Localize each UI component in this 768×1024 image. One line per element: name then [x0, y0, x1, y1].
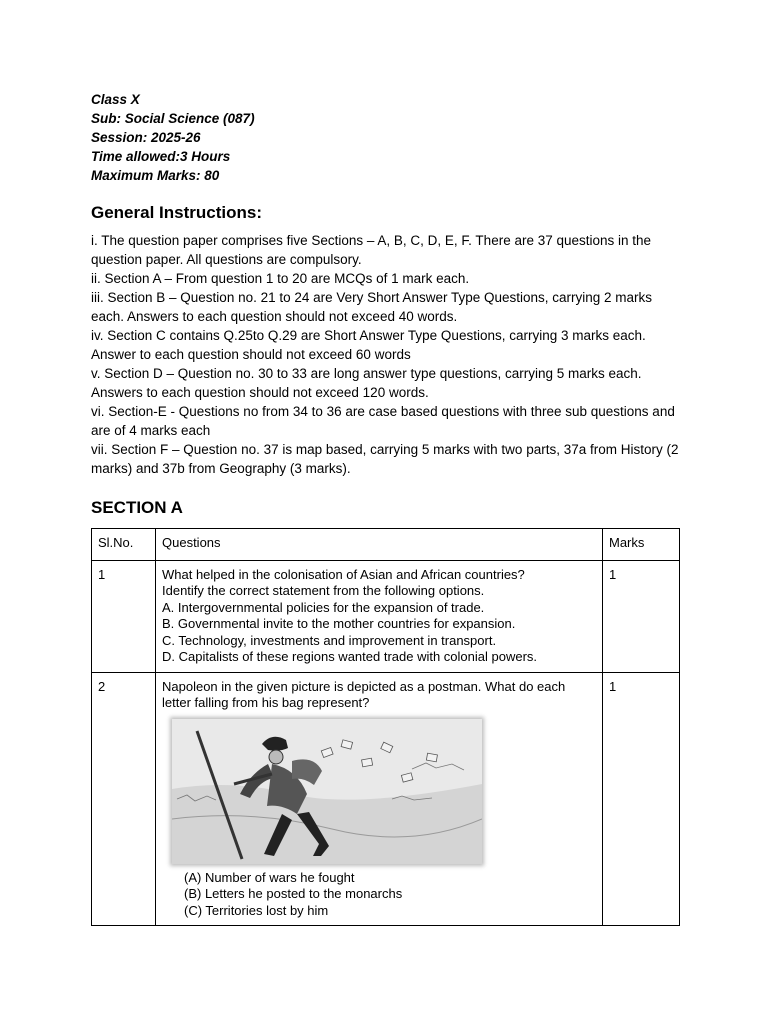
questions-table: [91, 528, 680, 926]
column-header-slno: Sl.No.: [92, 529, 156, 561]
session-label: Session: 2025-26: [91, 130, 201, 145]
answer-option: A. Intergovernmental policies for the expansion of trade.: [162, 599, 485, 615]
question-marks: 1: [603, 672, 680, 926]
answer-option: (C) Territories lost by him: [184, 902, 329, 918]
napoleon-postman-image: [172, 719, 482, 864]
column-header-questions: Questions: [156, 529, 603, 561]
question-text: Napoleon in the given picture is depicted as a postman. What do each letter falling from his bag represent?: [162, 678, 566, 710]
table-row: [92, 672, 680, 926]
instruction-item: i. The question paper comprises five Sections – A, B, C, D, E, F. There are 37 questions in the question paper. All questions are compulsory.: [91, 233, 652, 267]
answer-option: (B) Letters he posted to the monarchs: [184, 886, 403, 901]
question-text: What helped in the colonisation of Asian and African countries?: [162, 566, 525, 582]
instruction-item: iii. Section B – Question no. 21 to 24 are Very Short Answer Type Questions, carrying 2 marks each. Answers to each question should not exceed 40 words.: [91, 290, 653, 324]
max-marks-label: Maximum Marks: 80: [91, 168, 220, 183]
question-number: 1: [92, 560, 156, 672]
question-cell: [156, 560, 603, 672]
answer-option: D. Capitalists of these regions wanted trade with colonial powers.: [162, 649, 538, 664]
instruction-item: ii. Section A – From question 1 to 20 are MCQs of 1 mark each.: [91, 271, 470, 286]
class-label: Class X: [91, 92, 140, 107]
general-instructions-title: General Instructions:: [91, 203, 262, 222]
instruction-item: vi. Section-E - Questions no from 34 to 36 are case based questions with three sub questions and are of 4 marks each: [91, 404, 675, 438]
answer-option: B. Governmental invite to the mother countries for expansion.: [162, 616, 516, 631]
question-cell: [156, 672, 603, 926]
column-header-marks: Marks: [603, 529, 680, 561]
time-label: Time allowed:3 Hours: [91, 149, 231, 164]
answer-option: C. Technology, investments and improvement in transport.: [162, 632, 497, 648]
table-row: [92, 560, 680, 672]
subject-label: Sub: Social Science (087): [91, 111, 255, 126]
instruction-item: v. Section D – Question no. 30 to 33 are long answer type questions, carrying 5 marks each. Answers to each question should not exceed 120 words.: [91, 366, 642, 400]
section-a-title: SECTION A: [91, 498, 183, 517]
answer-option: (A) Number of wars he fought: [184, 869, 355, 885]
question-marks: 1: [603, 560, 680, 672]
instruction-item: iv. Section C contains Q.25to Q.29 are Short Answer Type Questions, carrying 3 marks each. Answer to each question should not exceed 60 words: [91, 328, 646, 362]
question-number: 2: [92, 672, 156, 926]
instruction-item: vii. Section F – Question no. 37 is map based, carrying 5 marks with two parts, 37a from History (2 marks) and 37b from Geography (3 marks).: [91, 442, 679, 476]
table-header-row: [92, 529, 680, 561]
exam-page: [91, 90, 681, 926]
question-prompt: Identify the correct statement from the following options.: [162, 583, 485, 598]
